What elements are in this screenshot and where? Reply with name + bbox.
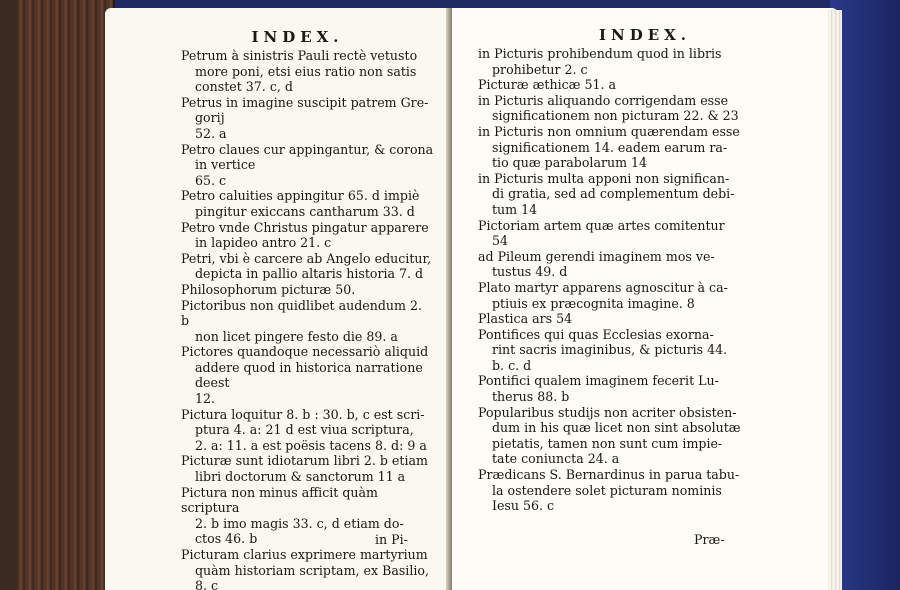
index-entry	[181, 453, 434, 484]
index-entry	[181, 407, 434, 454]
index-entry	[478, 405, 818, 467]
index-entry-line: Picturæ sunt idiotarum libri 2. b etiam	[181, 453, 428, 469]
index-entry	[181, 95, 434, 142]
index-entry-line: in vertice	[195, 157, 256, 173]
left-catchword: in Pi-	[375, 532, 408, 547]
index-entry-line: therus 88. b	[492, 389, 570, 405]
left-page-header: INDEX.	[251, 28, 344, 46]
index-entry	[181, 298, 434, 345]
index-entry-line: significationem 14. eadem earum ra-	[492, 139, 728, 155]
index-entry-line: Pictoribus non quidlibet audendum 2. b	[181, 297, 422, 329]
index-entry-line: Petro caluities appingitur 65. d impiè	[181, 188, 420, 204]
index-entry-line: addere quod in historica narratione	[195, 359, 423, 375]
index-entry-line: di gratia, sed ad complementum debi-	[492, 186, 735, 202]
index-entry-line: more poni, etsi eius ratio non satis	[195, 63, 417, 79]
index-entry-line: gorij	[195, 110, 225, 126]
index-entry-line: la ostendere solet picturam nominis	[492, 482, 722, 498]
index-entry	[478, 46, 818, 77]
index-entry	[478, 280, 818, 311]
index-entry-line: depicta in pallio altaris historia 7. d	[195, 266, 424, 282]
index-entry-line: Picturæ æthicæ 51. a	[478, 77, 617, 93]
index-entry-line: Plastica ars 54	[478, 311, 573, 327]
index-entry-line: ptiuis ex præcognita imagine. 8	[492, 295, 695, 311]
index-entry-line: significationem non picturam 22. & 23	[492, 108, 739, 124]
index-entry	[478, 218, 818, 249]
index-entry	[181, 282, 434, 298]
left-index-entries	[105, 48, 450, 590]
index-entry-line: dum in his quæ licet non sint absolutæ	[492, 420, 741, 436]
index-entry	[181, 251, 434, 282]
index-entry-line: in Picturis prohibendum quod in libris	[478, 46, 722, 61]
index-entry-line: Petrus in imagine suscipit patrem Gre-	[181, 94, 429, 110]
index-entry	[478, 327, 818, 374]
index-entry-line: Popularibus studijs non acriter obsisten-	[478, 404, 737, 420]
index-entry-line: 8. c	[195, 578, 219, 590]
index-entry	[478, 77, 818, 93]
index-entry-line: libri doctorum & sanctorum 11 a	[195, 469, 406, 485]
index-entry-line: Plato martyr apparens agnoscitur à ca-	[478, 279, 728, 295]
index-entry	[478, 124, 818, 171]
left-page	[105, 8, 450, 590]
book-fore-edge	[18, 0, 115, 590]
index-entry-line: ctos 46. b	[195, 531, 258, 547]
index-entry-line: Petro vnde Christus pingatur apparere	[181, 219, 429, 235]
index-entry-line: non licet pingere festo die 89. a	[195, 328, 398, 344]
index-entry-line: Iesu 56. c	[492, 498, 555, 514]
index-entry-line: tum 14	[492, 201, 538, 217]
index-entry-line: tate coniuncta 24. a	[492, 451, 620, 467]
index-entry-line: Petro claues cur appingantur, & corona	[181, 141, 434, 157]
index-entry	[181, 344, 434, 406]
index-entry-line: ad Pileum gerendi imaginem mos ve-	[478, 248, 715, 264]
index-entry-line: 52. a	[195, 125, 227, 141]
right-page-header: INDEX.	[598, 26, 692, 44]
index-entry-line: Pictura non minus afficit quàm scriptura	[181, 484, 378, 516]
index-entry-line: Petrum à sinistris Pauli rectè vetusto	[181, 48, 418, 63]
index-entry-line: 12.	[195, 391, 216, 407]
index-entry-line: 2. a: 11. a est poësis tacens 8. d: 9 a	[195, 437, 427, 453]
index-entry	[478, 171, 818, 218]
index-entry	[478, 467, 818, 514]
index-entry-line: deest	[195, 375, 230, 391]
index-entry-line: Petri, vbi è carcere ab Angelo educitur,	[181, 250, 432, 266]
index-entry-line: 65. c	[195, 172, 227, 188]
index-entry-line: tio quæ parabolarum 14	[492, 155, 648, 171]
index-entry-line: Philosophorum picturæ 50.	[181, 281, 356, 297]
index-entry	[181, 188, 434, 219]
index-entry-line: ptura 4. a: 21 d est viua scriptura,	[195, 422, 414, 438]
index-entry-line: Pictores quandoque necessariò aliquid	[181, 344, 429, 360]
index-entry-line: in Picturis multa apponi non significan-	[478, 170, 730, 186]
index-entry-line: b. c. d	[492, 357, 532, 373]
index-entry-line: in lapideo antro 21. c	[195, 235, 332, 251]
index-entry-line: Prædicans S. Bernardinus in parua tabu-	[478, 467, 740, 483]
right-index-entries	[452, 46, 838, 514]
index-entry	[478, 93, 818, 124]
index-entry-line: Pontifices qui quas Ecclesias exorna-	[478, 326, 714, 342]
index-entry-line: Pictoriam artem quæ artes comitentur	[478, 217, 725, 233]
right-catchword: Præ-	[694, 532, 725, 547]
index-entry-line: constet 37. c, d	[195, 79, 293, 95]
index-entry-line: in Picturis aliquando corrigendam esse	[478, 92, 729, 108]
index-entry-line: Picturam clarius exprimere martyrium	[181, 547, 428, 562]
index-entry-line: Pictura loquitur 8. b : 30. b, c est scri-	[181, 406, 425, 422]
index-entry-line: 2. b imo magis 33. c, d etiam do-	[195, 515, 404, 531]
index-entry-line: pietatis, tamen non sunt cum impie-	[492, 435, 723, 451]
index-entry	[478, 249, 818, 280]
index-entry	[478, 311, 818, 327]
index-entry-line: prohibetur 2. c	[492, 61, 588, 77]
index-entry-line: Pontifici qualem imaginem fecerit Lu-	[478, 373, 719, 389]
index-entry-line: 54	[492, 233, 509, 249]
right-page	[452, 8, 838, 590]
index-entry-line: tustus 49. d	[492, 264, 568, 280]
index-entry	[478, 373, 818, 404]
index-entry	[181, 220, 434, 251]
index-entry-line: pingitur exiccans cantharum 33. d	[195, 203, 415, 219]
index-entry-line: in Picturis non omnium quærendam esse	[478, 123, 740, 139]
index-entry	[181, 142, 434, 189]
index-entry-line: quàm historiam scriptam, ex Basilio,	[195, 562, 429, 578]
index-entry	[181, 48, 434, 95]
index-entry	[181, 547, 434, 590]
page-stack-edge	[828, 10, 842, 590]
index-entry-line: rint sacris imaginibus, & picturis 44.	[492, 342, 728, 358]
